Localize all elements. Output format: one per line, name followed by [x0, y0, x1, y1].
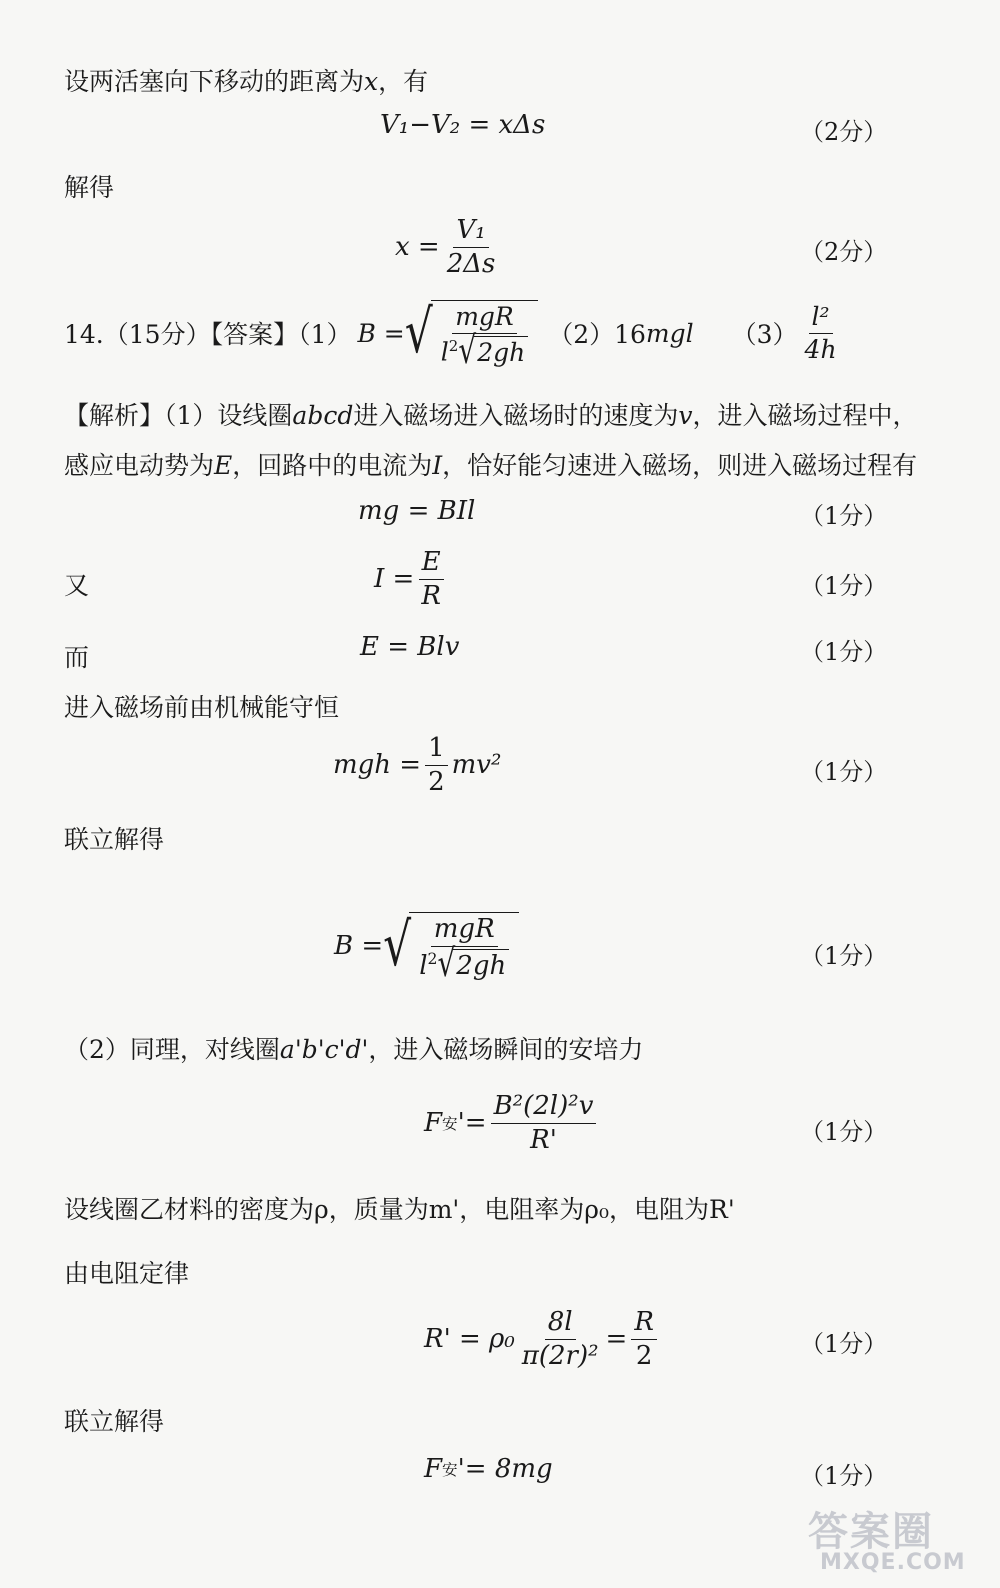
equation-volume: V₁−V₂ = xΔs — [380, 110, 546, 140]
text-line-piston: 设两活塞向下移动的距离为x，有 — [64, 67, 429, 96]
sqrt-B: √ mgR $l^2$ √ 2gh — [405, 300, 538, 366]
text-density: 设线圈乙材料的密度为ρ，质量为m'，电阻率为ρ₀，电阻为R' — [64, 1195, 735, 1224]
equation-current: I = $\frac{E}{R}$ — [374, 548, 448, 610]
equation-x: x = $\frac{\text{V₁}}{2\Delta s}$ — [395, 216, 502, 278]
text-lianli-2: 联立解得 — [64, 1407, 165, 1436]
equation-ampere-force: F 安 '= $\frac{\text{B²(2l)²v}}{R'}$ — [424, 1092, 600, 1154]
equation-B-result: B = √ mgR $l^2$ √ 2gh — [334, 912, 519, 980]
score-label: （1分） — [800, 1462, 888, 1490]
score-label: （1分） — [800, 572, 888, 600]
text-energy: 进入磁场前由机械能守恒 — [64, 693, 340, 722]
text-resistance-law: 由电阻定律 — [64, 1259, 190, 1288]
analysis-line-1: 【解析】（1）设线圈abcd进入磁场进入磁场时的速度为v，进入磁场过程中， — [64, 401, 918, 430]
score-label: （2分） — [800, 238, 888, 266]
fraction-part3: $\frac{\text{l²}}{4h}$ — [804, 302, 837, 364]
score-label: （1分） — [800, 758, 888, 786]
score-label: （1分） — [800, 502, 888, 530]
equation-force-balance: mg = BIl — [358, 496, 476, 526]
part2-line: （2）同理，对线圈a'b'c'd'，进入磁场瞬间的安培力 — [64, 1035, 644, 1064]
equation-resistance: R' = ρ₀ $\frac{8l}{\text{π(2r)²}}$ = $\frac{R}{2}$ — [424, 1308, 661, 1370]
watermark-logo: 答案圈 MXQE.COM — [808, 1509, 966, 1575]
equation-emf: E = Blv — [360, 632, 460, 662]
equation-energy: mgh = $\frac{1}{2}$ mv² — [333, 733, 502, 797]
equation-force-result: F 安 '= 8mg — [424, 1454, 553, 1484]
question-14-answer: 14.（15分）【答案】（1） B = √ mgR $l^2$ √ 2gh （2）16 mgl （3） $\frac{\text{l²}}{4h}$ — [64, 300, 844, 366]
analysis-line-2: 感应电动势为E，回路中的电流为I，恰好能匀速进入磁场，则进入磁场过程有 — [64, 451, 918, 480]
score-label: （1分） — [800, 1330, 888, 1358]
text-you: 又 — [64, 571, 90, 600]
score-label: （1分） — [800, 638, 888, 666]
score-label: （2分） — [800, 118, 888, 146]
score-label: （1分） — [800, 1118, 888, 1146]
fraction-x: $\frac{\text{V₁}}{2\Delta s}$ — [446, 215, 496, 279]
text-er: 而 — [64, 643, 90, 672]
score-label: （1分） — [800, 942, 888, 970]
text-lianli: 联立解得 — [64, 825, 165, 854]
text-jiede: 解得 — [64, 173, 115, 202]
